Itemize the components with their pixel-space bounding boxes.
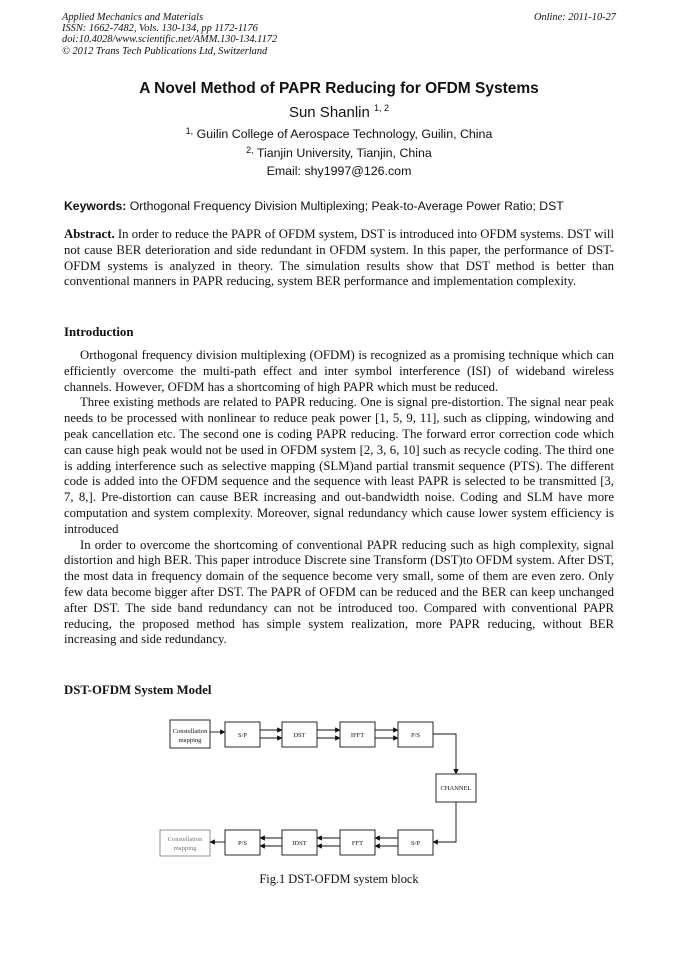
- label-idst: IDST: [292, 840, 307, 847]
- keywords-label: Keywords:: [64, 199, 127, 213]
- intro-paragraph-1: Orthogonal frequency division multiplexing (OFDM) is recognized as a promising technique which can efficiently overcome the multi-path effect and inter symbol interference (ISI) of wideband wireless channels. However, OFDM has a shortcoming of high PAPR which must be reduced.: [64, 348, 614, 394]
- intro-paragraph-3: In order to overcome the shortcoming of conventional PAPR reducing such as high complexity, signal distortion and high BER. This paper introduce Discrete sine Transform (DST)to OFDM system. After DST, the most data in frequency domain of the sequence become very small, some of them are even zero. Only few data become bigger after DST. The PAPR of OFDM can be reduced and the BER can keep unchanged after DST. The side band redundancy can not be introduced too. Compared with conventional PAPR reducing, the proposed method has simple system realization, more PAPR reducing, without BER increasing and side redundancy.: [64, 537, 614, 647]
- paper-title: A Novel Method of PAPR Reducing for OFDM Systems: [139, 80, 539, 97]
- intro-paragraph-2: Three existing methods are related to PAPR reducing. One is signal pre-distortion. The signal near peak needs to be processed with nonlinear to reduce peak power [1, 5, 9, 11], such as clipping, windowing and peak cancellation etc. The second one is coding PAPR reducing. The forward error correction code which can cause high peak would not be used in OFDM system [2, 3, 6, 10] such as recycle coding. The third one is adding interference such as selective mapping (SLM)and partial transmit sequence (PTS). The different code is added into the OFDM sequence and the sequence with least PAPR is selected to be transmitted [3, 7, 8,]. Pre-distortion can cause BER increasing and out-bandwidth noise. Coding and SLM have more computation and system complexity. Moreover, signal redundancy which cause lower system efficiency is introduced: [64, 395, 614, 536]
- journal-name: Applied Mechanics and Materials: [62, 12, 204, 23]
- affiliation-1: [0, 127, 678, 141]
- label-fft: FFT: [351, 840, 364, 847]
- abstract-text: In order to reduce the PAPR of OFDM system, DST is introduced into OFDM systems. DST will not cause BER deterioration and side redundant in OFDM system. In this paper, the performance of DST-OFDM systems is analyzed in theory. The simulation results show that DST method is better than conventional manners in PAPR reducing, system BER performance and implementation complexity.: [64, 227, 615, 289]
- label-ps-tx: P/S: [410, 732, 421, 739]
- system-block-diagram: [150, 712, 490, 862]
- label-dst: DST: [293, 732, 306, 739]
- affiliation-2-sup: 2,: [246, 145, 254, 155]
- copyright-line: © 2012 Trans Tech Publications Ltd, Switzerland: [62, 45, 268, 57]
- abstract: [64, 227, 614, 290]
- affiliation-1-sup: 1,: [185, 126, 194, 136]
- affiliation-1-text: Guilin College of Aerospace Technology, Guilin, China: [196, 127, 493, 141]
- figure-caption: Fig.1 DST-OFDM system block: [259, 872, 419, 886]
- block-constellation-mapping-rx: [160, 830, 210, 856]
- label-ifft: IFFT: [350, 732, 365, 739]
- abstract-label: Abstract.: [64, 227, 115, 241]
- keywords: [64, 199, 614, 213]
- author-email: Email: shy1997@126.com: [266, 164, 412, 178]
- label-sp-tx: S/P: [237, 732, 248, 739]
- label-constellation-tx-1: Constellation: [172, 728, 208, 735]
- author: [0, 104, 678, 121]
- introduction-heading: Introduction: [64, 325, 134, 339]
- keywords-text: Orthogonal Frequency Division Multiplexing; Peak-to-Average Power Ratio; DST: [129, 199, 564, 213]
- label-channel: CHANNEL: [440, 785, 472, 792]
- doi-line: doi:10.4028/www.scientific.net/AMM.130-134.1172: [62, 34, 278, 46]
- model-heading: DST-OFDM System Model: [64, 683, 212, 697]
- author-sup: 1, 2: [374, 103, 390, 113]
- label-ps-rx: P/S: [237, 840, 248, 847]
- author-name: Sun Shanlin: [288, 104, 370, 121]
- introduction-body: [64, 348, 614, 648]
- issn-line: ISSN: 1662-7482, Vols. 130-134, pp 1172-1176: [62, 23, 258, 35]
- label-sp-rx: S/P: [410, 840, 421, 847]
- label-constellation-tx-2: mapping: [178, 737, 202, 744]
- online-date: Online: 2011-10-27: [533, 12, 616, 23]
- label-constellation-rx-1: Constellation: [167, 836, 203, 843]
- journal-header: [62, 12, 616, 57]
- affiliation-2-text: Tianjin University, Tianjin, China: [256, 146, 432, 160]
- label-constellation-rx-2: mapping: [173, 845, 197, 852]
- affiliation-2: [0, 146, 678, 160]
